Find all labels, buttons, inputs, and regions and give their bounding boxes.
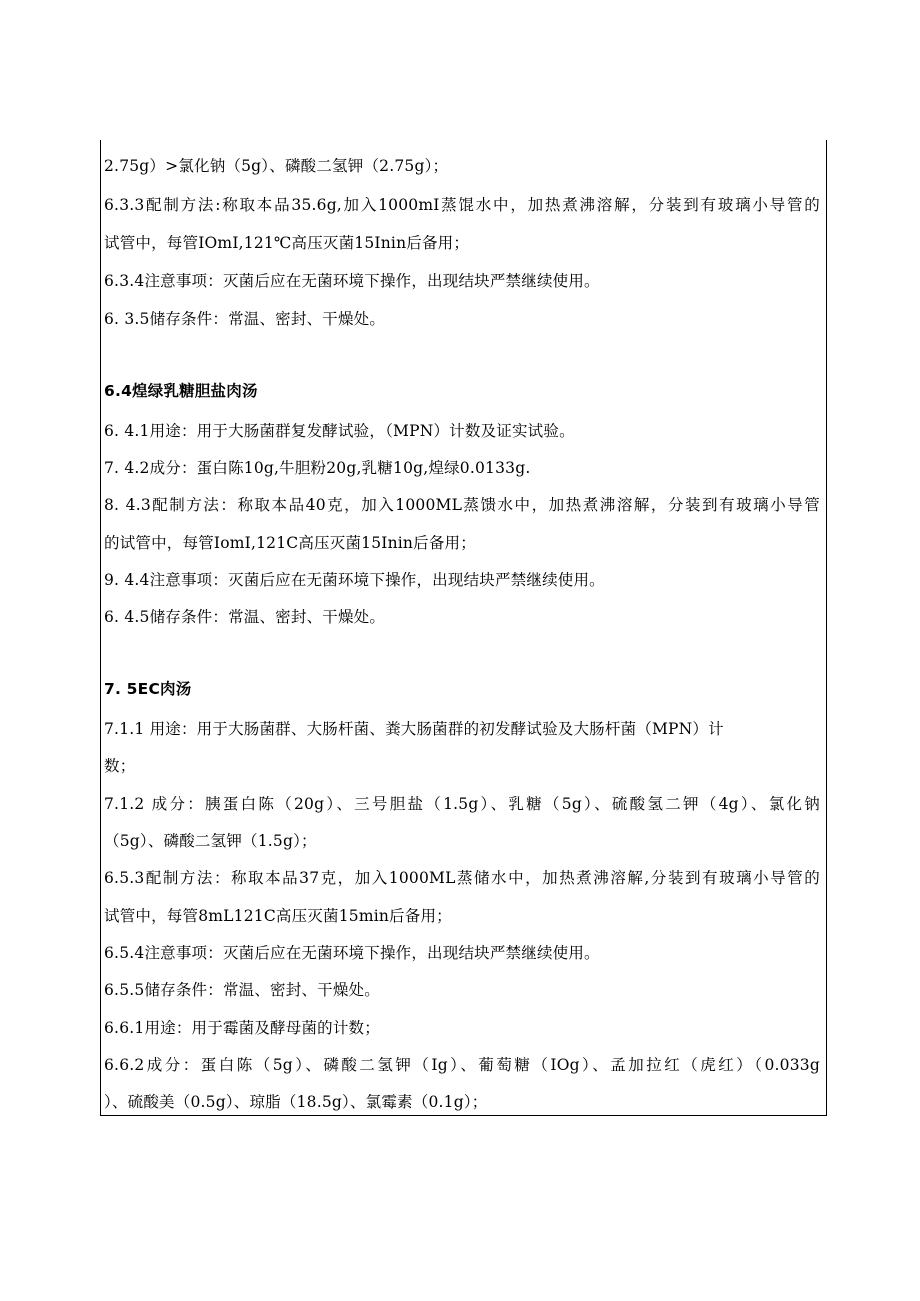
text-line-6-3-3: 6.3.3配制方法:称取本品35.6g,加入1000mI蒸馄水中，加热煮沸溶解，分装到有玻璃小导管的 <box>104 196 820 214</box>
text-line-6-3-3-cont: 试管中，每管IOmI,121℃高压灭菌15Inin后备用； <box>104 234 470 252</box>
text-line-6-3-5: 6. 3.5储存条件：常温、密封、干燥处。 <box>104 310 386 328</box>
text-line-6-4-3: 8. 4.3配制方法：称取本品40克，加入1000ML蒸馈水中，加热煮沸溶解，分装到有玻璃小导管 <box>104 496 820 514</box>
text-line-6-4-1: 6. 4.1用途：用于大肠菌群复发酵试验，（MPN）计数及证实试验。 <box>104 422 575 440</box>
text-line-6-5-5: 6.5.5储存条件：常温、密封、干燥处。 <box>104 981 380 999</box>
section-heading-6-4: 6.4煌绿乳糖胆盐肉汤 <box>104 382 258 400</box>
text-line-7-1-1-cont: 数； <box>104 757 136 775</box>
text-line-7-1-2-cont: （5g）、磷酸二氢钾（1.5g）； <box>104 832 317 850</box>
text-line-6-4-5: 6. 4.5储存条件：常温、密封、干燥处。 <box>104 608 386 626</box>
text-line-6-4-2: 7. 4.2成分：蛋白陈10g,牛胆粉20g,乳糖10g,煌绿0.0133g. <box>104 459 531 477</box>
text-line-6-5-4: 6.5.4注意事项：灭菌后应在无菌环境下操作，出现结块严禁继续使用。 <box>104 944 600 962</box>
text-line-7-1-1: 7.1.1 用途：用于大肠菌群、大肠杆菌、粪大肠菌群的初发酵试验及大肠杆菌（MPN）计 <box>104 720 724 738</box>
text-line-6-4-4: 9. 4.4注意事项：灭菌后应在无菌环境下操作，出现结块严禁继续使用。 <box>104 571 605 589</box>
text-line-6-6-1: 6.6.1用途：用于霉菌及酵母菌的计数； <box>104 1019 380 1037</box>
text-line-6-4-3-cont: 的试管中，每管IomI,121C高压灭菌15Inin后备用； <box>104 534 476 552</box>
section-heading-5ec: 7. 5EC肉汤 <box>104 680 192 698</box>
text-line-6-6-2: 6.6.2成分：蛋白陈（5g）、磷酸二氢钾（Ig）、葡萄糖（IOg）、孟加拉红（虎红）（0.033g <box>104 1056 820 1074</box>
text-line-6-3-4: 6.3.4注意事项：灭菌后应在无菌环境下操作，出现结块严禁继续使用。 <box>104 272 600 290</box>
text-line-6-5-3: 6.5.3配制方法：称取本品37克，加入1000ML蒸储水中，加热煮沸溶解,分装到有玻璃小导管的 <box>104 869 820 887</box>
text-line-7-1-2: 7.1.2 成分：胰蛋白陈（20g）、三号胆盐（1.5g）、乳糖（5g）、硫酸氢二钾（4g）、氯化钠 <box>104 795 820 813</box>
text-line-6-6-2-cont: ）、硫酸美（0.5g）、琼脂（18.5g）、氯霉素（0.1g）； <box>104 1093 488 1111</box>
text-line-continuation: 2.75g）>氯化钠（5g）、磷酸二氢钾（2.75g）； <box>104 157 449 175</box>
text-line-6-5-3-cont: 试管中，每管8mL121C高压灭菌15min后备用； <box>104 907 452 925</box>
